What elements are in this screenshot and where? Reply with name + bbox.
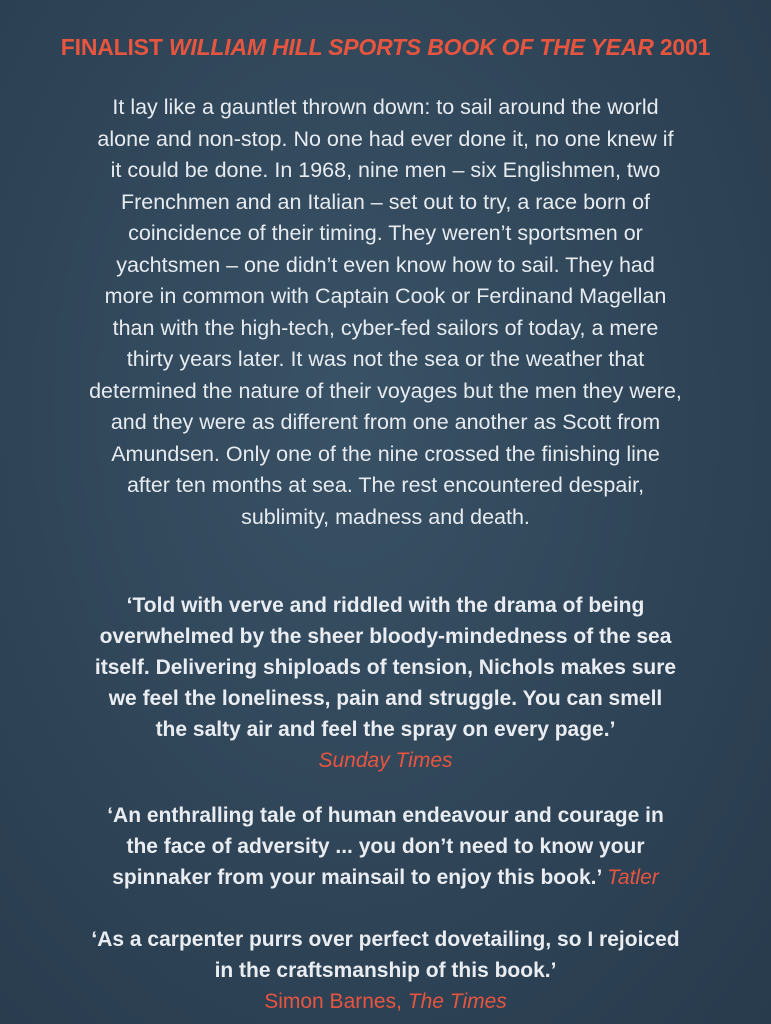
blurb-line: more in common with Captain Cook or Ferdinand Magellan	[104, 284, 667, 308]
review-quote-sunday-times	[10, 590, 761, 776]
quote-line: the face of adversity ... you don’t need to know your	[126, 835, 645, 858]
blurb-line: yachtsmen – one didn’t even know how to sail. They had	[116, 252, 655, 277]
blurb-line: sublimity, madness and death.	[241, 504, 530, 529]
blurb-line: it could be done. In 1968, nine men – six Englishmen, two	[110, 158, 661, 182]
quote-source: Sunday Times	[318, 749, 453, 772]
blurb-line: determined the nature of their voyages but the men they were,	[89, 378, 682, 403]
quote-line: the salty air and feel the spray on every page.’	[155, 718, 616, 741]
blurb-line: and they were as different from one another as Scott from	[110, 410, 661, 434]
book-blurb	[20, 92, 751, 533]
quote-source: Tatler	[607, 866, 659, 889]
quote-source: The Times	[407, 990, 507, 1013]
quote-line: in the craftsmanship of this book.’	[214, 959, 557, 982]
quote-source-author: Simon Barnes,	[264, 990, 408, 1013]
blurb-line: coincidence of their timing. They weren’t sportsmen or	[128, 221, 643, 245]
blurb-line: than with the high-tech, cyber-fed sailors of today, a mere	[112, 315, 659, 340]
review-quote-tatler	[10, 800, 761, 893]
blurb-line: Amundsen. Only one of the nine crossed the finishing line	[111, 441, 660, 466]
quote-line: ‘As a carpenter purrs over perfect dovetailing, so I rejoiced	[91, 928, 680, 951]
award-banner	[0, 34, 771, 61]
quote-attribution	[10, 986, 761, 1017]
quote-line: ‘An enthralling tale of human endeavour and courage in	[107, 804, 664, 827]
quote-line: overwhelmed by the sheer bloody-mindedness of the sea	[99, 625, 672, 648]
review-quote-the-times	[10, 924, 761, 1017]
blurb-line: after ten months at sea. The rest encountered despair,	[126, 473, 645, 497]
blurb-line: alone and non-stop. No one had ever done it, no one knew if	[97, 126, 674, 151]
blurb-line: thirty years later. It was not the sea or the weather that	[126, 347, 645, 371]
quote-line: spinnaker from your mainsail to enjoy this book.’	[112, 866, 607, 889]
blurb-line: Frenchmen and an Italian – set out to try, a race born of	[120, 189, 651, 214]
award-name: WILLIAM HILL SPORTS BOOK OF THE YEAR	[168, 34, 654, 60]
award-prefix: FINALIST	[60, 34, 169, 60]
quote-line: we feel the loneliness, pain and struggle. You can smell	[108, 687, 663, 710]
award-year: 2001	[653, 34, 711, 60]
quote-line: itself. Delivering shiploads of tension, Nichols makes sure	[94, 656, 677, 679]
quote-line-with-source	[10, 862, 761, 893]
blurb-line: It lay like a gauntlet thrown down: to sail around the world	[112, 95, 659, 119]
quote-line: ‘Told with verve and riddled with the drama of being	[126, 594, 645, 617]
